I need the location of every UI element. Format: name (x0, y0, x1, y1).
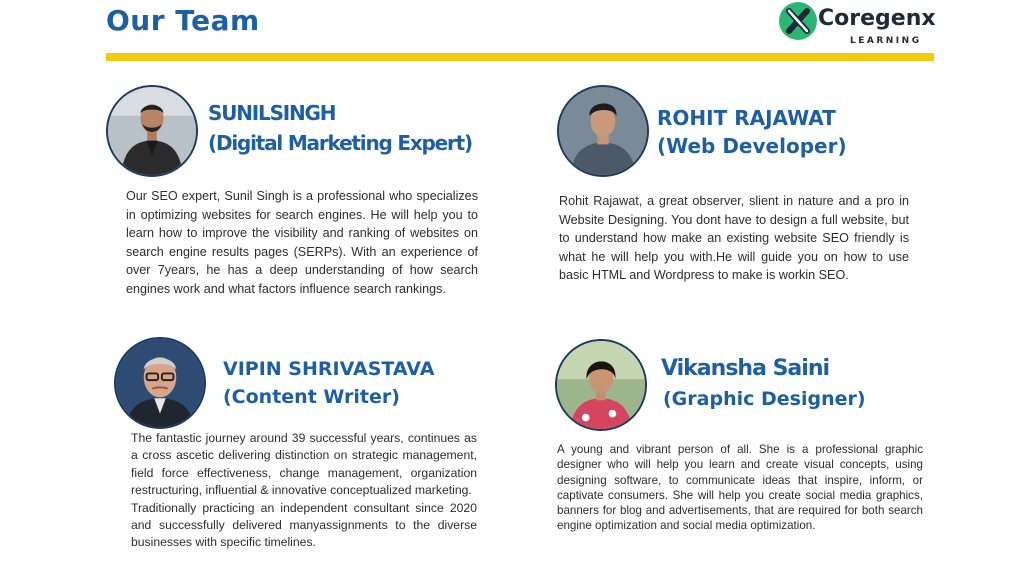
company-logo (778, 0, 954, 48)
member-role-vikansha: (Graphic Designer) (663, 388, 866, 410)
logo-wordmark: Coregenx (818, 6, 936, 31)
member-photo-vikansha (555, 339, 647, 431)
logo-tagline: LEARNING (850, 36, 922, 46)
header-divider (106, 53, 934, 61)
member-role-sunil: (Digital Marketing Expert) (208, 131, 472, 155)
member-photo-vipin (114, 337, 206, 429)
member-role-vipin: (Content Writer) (223, 386, 400, 408)
member-name-sunil: SUNILSINGH (208, 101, 336, 125)
member-bio-text: Rohit Rajawat, a great observer, slient in nature and a pro in Website Designing. You dont have to design a full website, but to understand how make an existing website SEO friendly is what he will help you with.He will guide you on how to use basic HTML and Wordpress to make is workin SEO. (559, 194, 909, 282)
member-bio-sunil (126, 187, 478, 298)
logo-x-mark-icon (778, 0, 818, 44)
person-photo-icon (116, 339, 204, 427)
member-bio-text: The fantastic journey around 39 successful years, continues as a cross ascetic delivering distinction on strategic management, field force effectiveness, change management, organization restructuring, influential & innovative conceptualized marketing. (131, 431, 477, 498)
member-bio-text-2: Traditionally practicing an independent consultant since 2020 and successfully delivered manyassignments to the diverse businesses with specific timelines. (131, 500, 477, 550)
member-bio-vikansha (557, 442, 923, 534)
person-photo-icon (559, 87, 647, 175)
member-bio-text: A young and vibrant person of all. She is a professional graphic designer who will help you learn and create visual concepts, using designing software, to communicate ideas that inspire, inform, or captivate consumers. She will help you create social media graphics, banners for blog and advertisements, that are required for both search engine optimization and social media optimization. (557, 443, 923, 533)
person-photo-icon (557, 341, 645, 429)
member-role-rohit: (Web Developer) (657, 134, 847, 158)
member-bio-text: Our SEO expert, Sunil Singh is a professional who specializes in optimizing websites for search engines. He will help you to learn how to improve the visibility and ranking of websites on search engine results pages (SERPs). With an experience of over 7years, he has a deep understanding of how search engines work and what factors influence search rankings. (126, 189, 478, 296)
page-title: Our Team (106, 4, 260, 37)
member-bio-vipin (131, 430, 477, 552)
member-name-rohit: ROHIT RAJAWAT (657, 106, 836, 130)
member-photo-rohit (557, 85, 649, 177)
member-photo-sunil (106, 85, 198, 177)
person-photo-icon (108, 87, 196, 175)
member-name-vikansha: Vikansha Saini (661, 356, 830, 381)
member-bio-rohit (559, 192, 909, 285)
member-name-vipin: VIPIN SHRIVASTAVA (223, 358, 435, 380)
